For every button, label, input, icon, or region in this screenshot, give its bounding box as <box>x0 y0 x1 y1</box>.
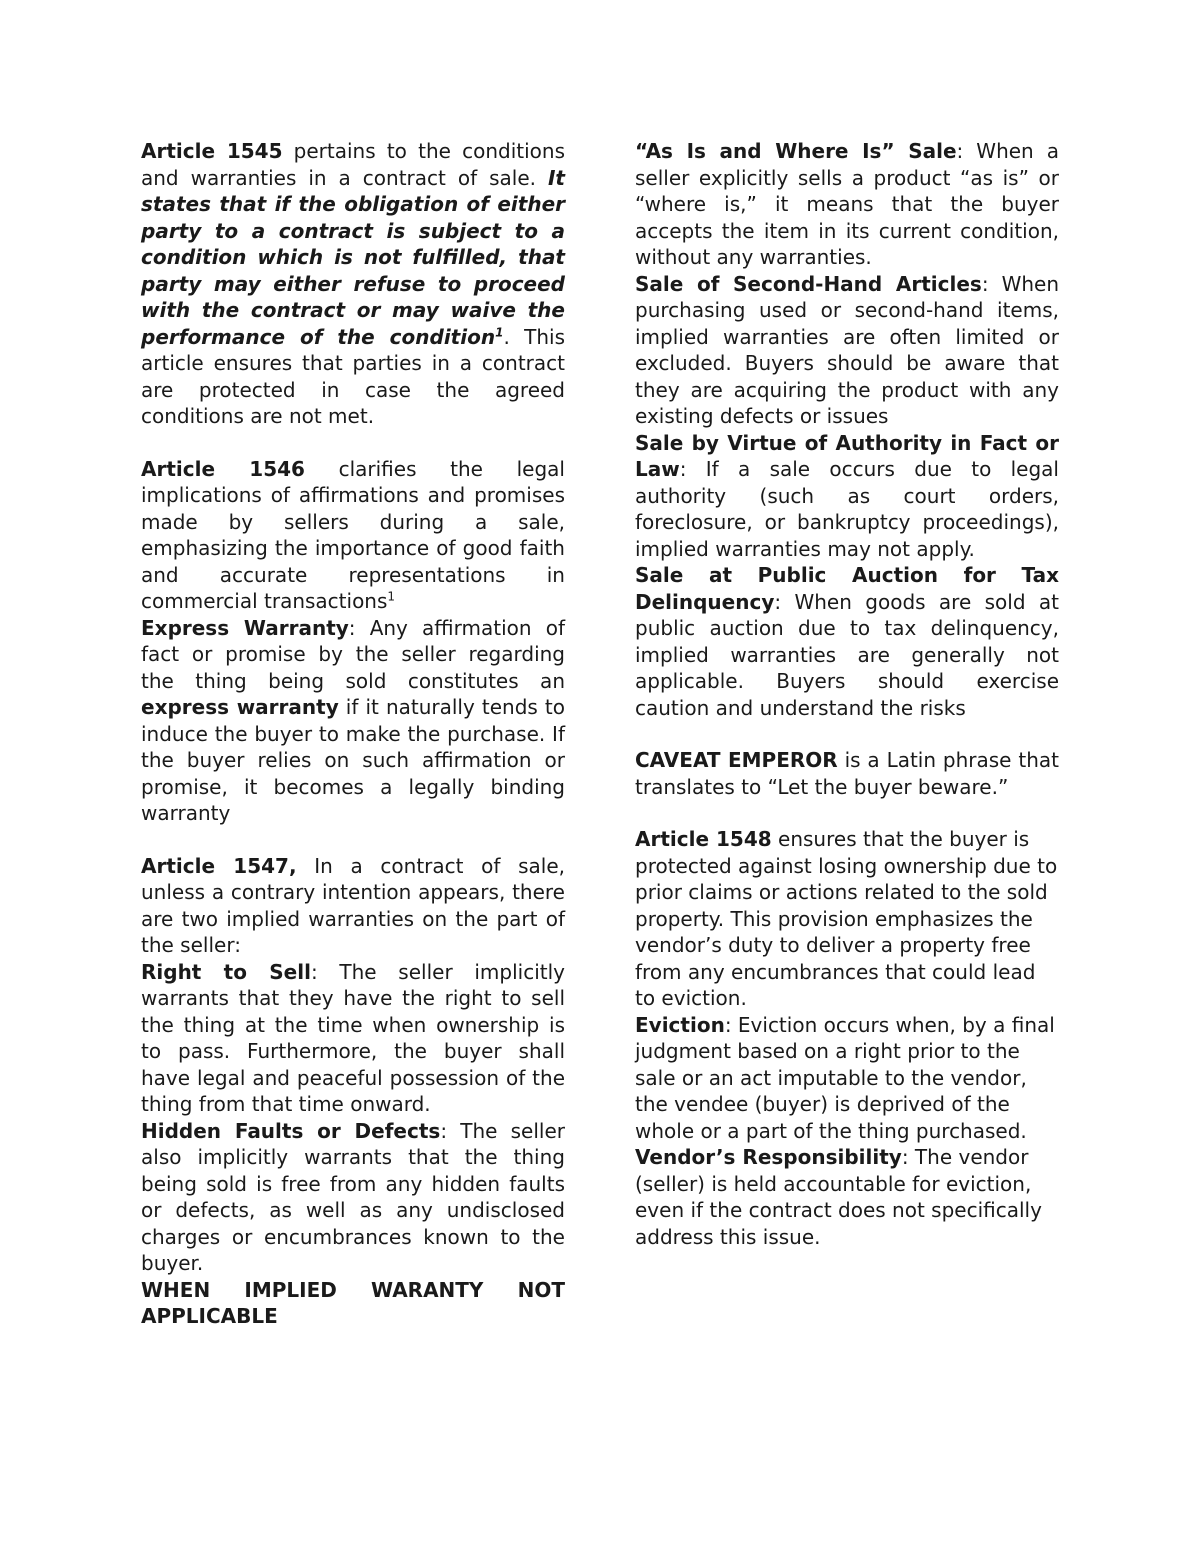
article-1546-heading: Article 1546 <box>141 456 305 481</box>
article-1545-heading: Article 1545 <box>141 139 283 163</box>
express-warranty-heading: Express Warranty <box>141 615 349 640</box>
caveat-heading: CAVEAT EMPEROR <box>635 748 838 772</box>
caveat-paragraph: CAVEAT EMPEROR is a Latin phrase that translates to “Let the buyer beware.” <box>635 748 1059 799</box>
vendor-responsibility-heading: Vendor’s Responsibility <box>635 1145 902 1169</box>
footnote-ref: 1 <box>387 589 396 604</box>
as-is-paragraph: “As Is and Where Is” Sale: When a seller explicitly sells a product “as is” or “where is,” it means that the buyer accepts the item in its current condition, without any warranties. <box>635 139 1059 269</box>
second-hand-heading: Sale of Second-Hand Articles <box>635 271 982 296</box>
hidden-faults-heading: Hidden Faults or Defects <box>141 1118 441 1143</box>
hidden-faults-paragraph: Hidden Faults or Defects: The seller also implicitly warrants that the thing being sold is free from any hidden faults or defects, as well as any undisclosed charges or encumbrances known to the buyer. <box>141 1118 565 1275</box>
eviction-paragraph: Eviction: Eviction occurs when, by a final judgment based on a right prior to the sale or an act imputable to the vendor, the vendee (buyer) is deprived of the whole or a part of the thing purchased. <box>635 1012 1055 1143</box>
article-1548-heading: Article 1548 <box>635 827 772 851</box>
express-warranty-paragraph: Express Warranty: Any affirmation of fact or promise by the seller regarding the thing being sold constitutes an express warranty if it naturally tends to induce the buyer to make the purchase. If the buyer relies on such affirmation or promise, it becomes a legally binding warranty <box>141 615 566 825</box>
authority-heading: Sale by Virtue of Authority in Fact or Law <box>635 430 1059 481</box>
left-column <box>141 138 565 1330</box>
auction-paragraph: Sale at Public Auction for Tax Delinquency: When goods are sold at public auction due to tax delinquency, implied warranties are generally not applicable. Buyers should exercise caution and understand the risks <box>635 563 1059 720</box>
article-1547-paragraph: Article 1547, In a contract of sale, unless a contrary intention appears, there are two implied warranties on the part of the seller: <box>141 853 565 957</box>
article-1545-emphasis: It states that if the obligation of either party to a contract is subject to a condition which is not fulfilled, that party may either refuse to proceed with the contract or may waive the performance of the condition <box>141 165 565 349</box>
when-not-applicable-heading: WHEN IMPLIED WARANTY NOT APPLICABLE <box>141 1277 565 1328</box>
article-1548-paragraph: Article 1548 ensures that the buyer is protected against losing ownership due to prior claims or actions related to the sold property. This provision emphasizes the vendor’s duty to deliver a property free from any encumbrances that could lead to eviction. <box>635 827 1058 1010</box>
eviction-heading: Eviction <box>635 1012 725 1037</box>
second-hand-paragraph: Sale of Second-Hand Articles: When purchasing used or second-hand items, implied warranties are often limited or excluded. Buyers should be aware that they are acquiring the product with any existing defects or issues <box>635 271 1060 428</box>
right-column <box>635 138 1059 1250</box>
right-to-sell-heading: Right to Sell <box>141 959 311 984</box>
authority-paragraph: Sale by Virtue of Authority in Fact or Law: If a sale occurs due to legal authority (such as court orders, foreclosure, or bankruptcy proceedings), implied warranties may not apply. <box>635 430 1059 561</box>
auction-heading: Sale at Public Auction for Tax Delinquency <box>635 563 1059 614</box>
article-1545-paragraph: Article 1545 pertains to the conditions and warranties in a contract of sale. It states that if the obligation of either party to a contract is subject to a condition which is not fulfilled, that party may either refuse to proceed with the contract or may waive the performance of the condition$^1$. This article ensures that parties in a contract are protected in case the agreed conditions are not met. <box>141 139 565 428</box>
article-1546-paragraph: Article 1546 clarifies the legal implications of affirmations and promises made by sellers during a sale, emphasizing the importance of good faith and accurate representations in commercial transactions$^1$ <box>141 456 565 613</box>
footnote-ref: 1 <box>495 324 504 339</box>
article-1547-heading: Article 1547, <box>141 853 297 878</box>
right-to-sell-paragraph: Right to Sell: The seller implicitly warrants that they have the right to sell the thing at the time when ownership is to pass. Furthermore, the buyer shall have legal and peaceful possession of the thing from that time onward. <box>141 959 565 1116</box>
vendor-responsibility-paragraph: Vendor’s Responsibility: The vendor (seller) is held accountable for eviction, even if the contract does not specifically address this issue. <box>635 1145 1042 1249</box>
as-is-heading: “As Is and Where Is” Sale <box>635 139 957 163</box>
